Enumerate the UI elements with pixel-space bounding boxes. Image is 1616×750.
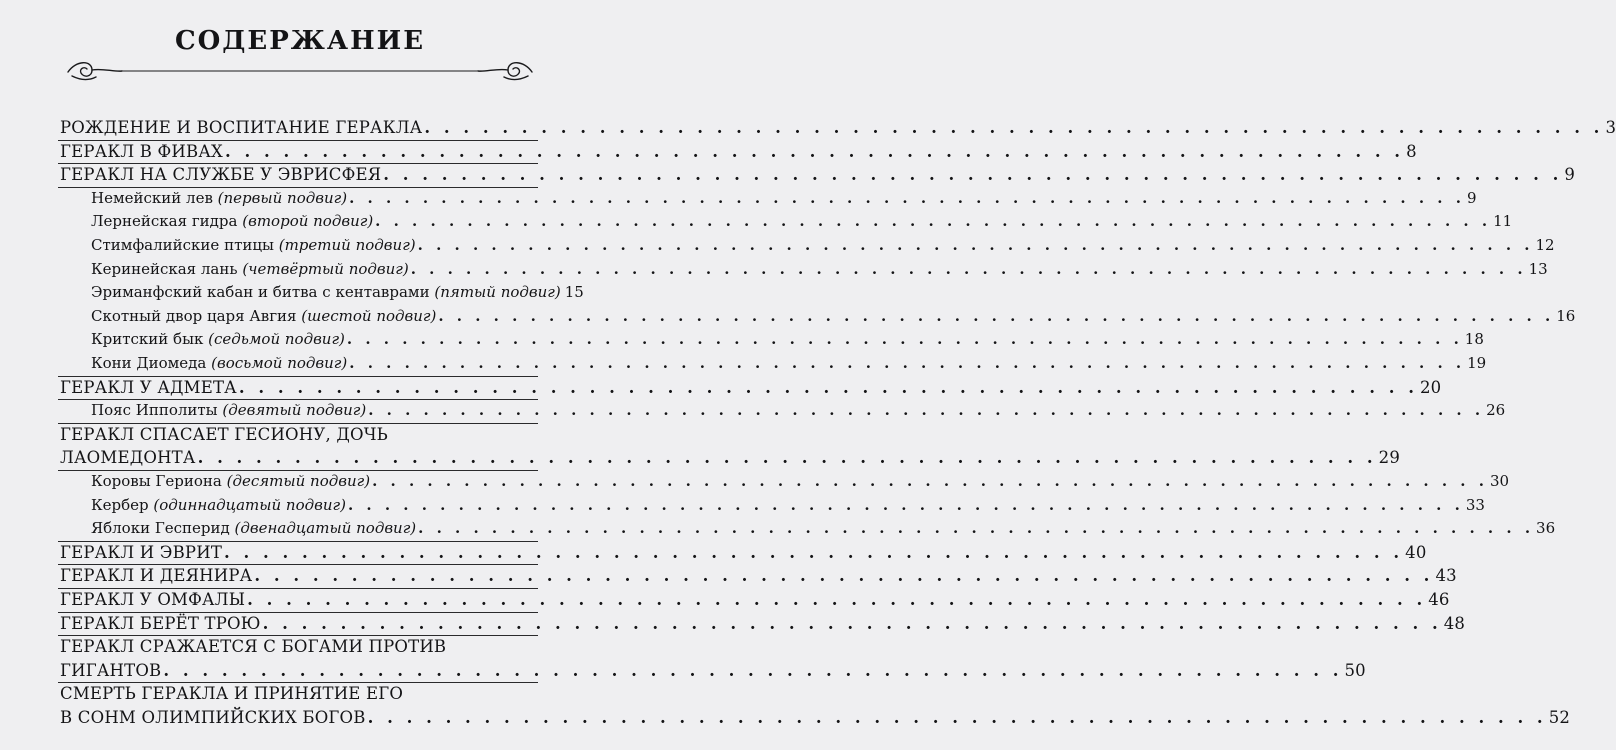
- toc-entry-title-text: РОЖДЕНИЕ И ВОСПИТАНИЕ ГЕРАКЛА: [60, 118, 423, 137]
- toc-entry-title: [60, 118, 422, 137]
- toc-entry-title-text: ГИГАНТОВ: [60, 660, 162, 680]
- toc-page-number: 48: [1443, 613, 1466, 633]
- toc-entry-note: (третий подвиг): [278, 236, 416, 254]
- toc-entry-title: [60, 543, 222, 562]
- toc-entry-title: [91, 307, 436, 325]
- toc-leader-dots: . . . . . . . . . . . . . . . . . . . . . . . . . . . . . . . . . . . . . . . . . . . . . . . . . . . . . . . . . . . . .: [424, 118, 1604, 137]
- toc-page-number: 30: [1489, 472, 1510, 490]
- toc-entry-title-text: Стимфалийские птицы: [91, 236, 274, 254]
- toc-entry-note: (четвёртый подвиг): [242, 259, 409, 278]
- toc-page-number: 18: [1464, 330, 1484, 349]
- divider-line: [58, 588, 538, 589]
- toc-entry-title: [91, 401, 366, 419]
- toc-entry-title-text: Лернейская гидра: [91, 212, 238, 231]
- toc-entry-title: [60, 142, 223, 161]
- divider-line: [58, 140, 538, 141]
- divider-line: [58, 682, 538, 683]
- toc-page-number: 11: [1493, 212, 1513, 231]
- toc-entry-title: [91, 260, 409, 278]
- toc-entry-title-text: ГЕРАКЛ У АДМЕТА: [60, 377, 237, 397]
- toc-entry-title: [91, 283, 561, 301]
- toc-entry-title-text: Яблоки Гесперид: [91, 519, 230, 538]
- toc-leader-dots: . . . . . . . . . . . . . . . . . . . . . . . . . . . . . . . . . . . . . . . . . . . . . . . . . . . . . . . . . . . . .: [368, 401, 1485, 420]
- toc-entry-title: [91, 189, 347, 207]
- toc-entry-title-text: Керинейская лань: [91, 259, 238, 278]
- toc-chapter: [60, 448, 1401, 468]
- toc-entry-title-text: ГЕРАКЛ НА СЛУЖБЕ У ЭВРИСФЕЯ: [60, 165, 382, 185]
- toc-entry-title-line: ГЕРАКЛ СРАЖАЕТСЯ С БОГАМИ ПРОТИВ: [60, 637, 447, 657]
- toc-entry-note: (шестой подвиг): [301, 306, 437, 325]
- toc-entry-title-text: Коровы Гериона: [91, 472, 222, 490]
- toc-leader-dots: . . . . . . . . . . . . . . . . . . . . . . . . . . . . . . . . . . . . . . . . . . . . . . . . . . . . . . . . . . . . .: [224, 141, 1405, 161]
- toc-leader-dots: . . . . . . . . . . . . . . . . . . . . . . . . . . . . . . . . . . . . . . . . . . . . . . . . . . . . . . . . . . . . .: [438, 306, 1555, 325]
- toc-entry-title-text: ГЕРАКЛ И ДЕЯНИРА: [60, 566, 253, 586]
- toc-entry-title: [60, 708, 366, 727]
- toc-page-number: 46: [1428, 590, 1450, 609]
- toc-leader-dots: . . . . . . . . . . . . . . . . . . . . . . . . . . . . . . . . . . . . . . . . . . . . . . . . . . . . . . . . . . . . .: [349, 354, 1466, 372]
- toc-page-number: 26: [1486, 401, 1506, 420]
- divider-line: [58, 163, 538, 164]
- toc-subchapter: [91, 259, 1548, 278]
- toc-entry-title: [91, 212, 373, 230]
- divider-line: [58, 423, 538, 424]
- toc-chapter: [60, 613, 1466, 633]
- toc-subchapter: [91, 283, 584, 302]
- toc-leader-dots: . . . . . . . . . . . . . . . . . . . . . . . . . . . . . . . . . . . . . . . . . . . . . . . . . . . . . . . . . . . . .: [224, 542, 1404, 562]
- toc-entry-title-line: ГЕРАКЛ СПАСАЕТ ГЕСИОНУ, ДОЧЬ: [60, 424, 389, 444]
- toc-entry-title: [91, 236, 416, 254]
- toc-entry-title-text: ГЕРАКЛ У ОМФАЛЫ: [60, 590, 246, 609]
- toc-subchapter: [91, 401, 1506, 420]
- toc-entry-title-text: В СОНМ ОЛИМПИЙСКИХ БОГОВ: [60, 708, 366, 727]
- divider-line: [58, 187, 538, 188]
- toc-page-number: 19: [1467, 354, 1487, 372]
- toc-entry-title: [60, 590, 245, 609]
- toc-subchapter: [91, 519, 1556, 538]
- toc-page-number: 43: [1435, 566, 1457, 586]
- toc-leader-dots: . . . . . . . . . . . . . . . . . . . . . . . . . . . . . . . . . . . . . . . . . . . . . . . . . . . . . . . . . . . . .: [346, 330, 1463, 349]
- toc-entry-note: (седьмой подвиг): [208, 330, 345, 349]
- toc-entry-title-text: Критский бык: [91, 330, 204, 349]
- toc-page-number: 9: [1466, 188, 1477, 207]
- toc-entry-title-text: Скотный двор царя Авгия: [91, 306, 297, 325]
- toc-leader-dots: . . . . . . . . . . . . . . . . . . . . . . . . . . . . . . . . . . . . . . . . . . . . . . . . . . . . . . . . . . . . .: [417, 236, 1534, 254]
- toc-page-number: 29: [1378, 448, 1401, 468]
- toc-leader-dots: . . . . . . . . . . . . . . . . . . . . . . . . . . . . . . . . . . . . . . . . . . . . . . . . . . . . . . . . . . . . .: [197, 448, 1377, 468]
- divider-line: [58, 635, 538, 636]
- divider-line: [58, 564, 538, 565]
- toc-entry-title-text: ГЕРАКЛ БЕРЁТ ТРОЮ: [60, 613, 261, 633]
- divider-line: [58, 399, 538, 400]
- toc-entry-title: [91, 354, 347, 372]
- toc-entry-title: [60, 661, 161, 680]
- toc-subchapter: [91, 306, 1576, 325]
- toc-entry-note: (девятый подвиг): [222, 401, 367, 420]
- toc-leader-dots: . . . . . . . . . . . . . . . . . . . . . . . . . . . . . . . . . . . . . . . . . . . . . . . . . . . . . . . . . . . . .: [247, 590, 1427, 609]
- toc-chapter: [60, 165, 1576, 185]
- toc-entry-title-text: ГЕРАКЛ В ФИВАХ: [60, 141, 223, 161]
- toc-entry-note: (восьмой подвиг): [211, 354, 348, 372]
- toc-leader-dots: . . . . . . . . . . . . . . . . . . . . . . . . . . . . . . . . . . . . . . . . . . . . . . . . . . . . . . . . . . . . .: [375, 212, 1492, 231]
- toc-subchapter: [91, 188, 1477, 207]
- toc-entry-title: [91, 472, 370, 490]
- toc-entry-note: (двенадцатый подвиг): [234, 519, 417, 538]
- toc-subchapter: [91, 236, 1555, 254]
- toc-entry-title: [60, 614, 261, 633]
- toc-entry-title-text: Кербер: [91, 495, 149, 514]
- toc-chapter: [60, 590, 1450, 609]
- toc-page-number: 52: [1548, 708, 1571, 727]
- toc-subchapter: [91, 354, 1487, 372]
- toc-entry-note: (десятый подвиг): [226, 472, 371, 490]
- toc-entry-title-text: Пояс Ипполиты: [91, 401, 218, 420]
- toc-page-number: 20: [1419, 377, 1442, 397]
- toc-entry-title: [60, 165, 381, 184]
- toc-chapter: [60, 118, 1616, 137]
- toc-page-number: 36: [1536, 519, 1556, 538]
- ornament-divider-icon: [62, 50, 538, 90]
- toc-page-number: 9: [1564, 165, 1576, 185]
- toc-leader-dots: . . . . . . . . . . . . . . . . . . . . . . . . . . . . . . . . . . . . . . . . . . . . . . . . . . . . . . . . . . . . .: [383, 165, 1563, 185]
- toc-leader-dots: . . . . . . . . . . . . . . . . . . . . . . . . . . . . . . . . . . . . . . . . . . . . . . . . . . . . . . . . . . . . .: [349, 188, 1465, 207]
- toc-page-number: 15: [564, 283, 584, 302]
- toc-leader-dots: . . . . . . . . . . . . . . . . . . . . . . . . . . . . . . . . . . . . . . . . . . . . . . . . . . . . . . . . . . . . .: [238, 377, 1418, 397]
- toc-leader-dots: . . . . . . . . . . . . . . . . . . . . . . . . . . . . . . . . . . . . . . . . . . . . . . . . . . . . . . . . . . . . .: [254, 566, 1434, 586]
- toc-chapter: [60, 141, 1417, 161]
- toc-entry-title-text: Кони Диомеда: [91, 354, 207, 372]
- toc-entry-note: (одиннадцатый подвиг): [153, 495, 346, 514]
- toc-page-number: 12: [1535, 236, 1555, 254]
- toc-entry-title: [91, 496, 346, 514]
- divider-line: [58, 612, 538, 613]
- divider-line: [58, 541, 538, 542]
- toc-entry-title: [60, 448, 196, 467]
- toc-entry-title-line: СМЕРТЬ ГЕРАКЛА И ПРИНЯТИЕ ЕГО: [60, 684, 404, 704]
- toc-subchapter: [91, 212, 1513, 231]
- toc-entry-title: [91, 330, 345, 348]
- toc-leader-dots: . . . . . . . . . . . . . . . . . . . . . . . . . . . . . . . . . . . . . . . . . . . . . . . . . . . . . . . . . . . . .: [367, 708, 1547, 727]
- toc-entry-title-text: Эриманфский кабан и битва с кентаврами: [91, 283, 430, 302]
- toc-page-number: 50: [1344, 660, 1366, 680]
- toc-chapter: [60, 708, 1571, 727]
- toc-chapter: [60, 566, 1457, 586]
- toc-page-number: 3: [1605, 118, 1616, 137]
- toc-entry-title-text: Немейский лев: [91, 188, 213, 207]
- toc-leader-dots: . . . . . . . . . . . . . . . . . . . . . . . . . . . . . . . . . . . . . . . . . . . . . . . . . . . . . . . . . . . . .: [262, 613, 1442, 633]
- toc-subchapter: [91, 472, 1510, 490]
- toc-leader-dots: . . . . . . . . . . . . . . . . . . . . . . . . . . . . . . . . . . . . . . . . . . . . . . . . . . . . . . . . . . . . .: [347, 495, 1464, 514]
- toc-entry-note: (второй подвиг): [242, 212, 374, 231]
- toc-leader-dots: . . . . . . . . . . . . . . . . . . . . . . . . . . . . . . . . . . . . . . . . . . . . . . . . . . . . . . . . . . . . .: [163, 660, 1343, 680]
- toc-entry-note: (пятый подвиг): [434, 283, 561, 302]
- toc-entry-title: [60, 566, 252, 585]
- toc-entry-title: [60, 378, 237, 397]
- toc-page-number: 40: [1405, 542, 1427, 562]
- toc-chapter: [60, 660, 1366, 680]
- divider-line: [58, 470, 538, 471]
- toc-subchapter: [91, 330, 1484, 349]
- toc-chapter: [60, 377, 1442, 397]
- toc-page-number: 33: [1465, 495, 1485, 514]
- toc-leader-dots: . . . . . . . . . . . . . . . . . . . . . . . . . . . . . . . . . . . . . . . . . . . . . . . . . . . . . . . . . . . . .: [372, 472, 1488, 490]
- toc-entry-title-text: ЛАОМЕДОНТА: [60, 448, 196, 468]
- toc-chapter: [60, 542, 1427, 562]
- toc-entry-title-text: ГЕРАКЛ И ЭВРИТ: [60, 542, 223, 562]
- toc-page-number: 8: [1406, 141, 1417, 161]
- divider-line: [58, 376, 538, 377]
- toc-page-number: 13: [1528, 259, 1548, 278]
- toc-subchapter: [91, 495, 1485, 514]
- toc-entry-note: (первый подвиг): [217, 188, 348, 207]
- page-title: СОДЕРЖАНИЕ: [174, 26, 426, 56]
- toc-leader-dots: . . . . . . . . . . . . . . . . . . . . . . . . . . . . . . . . . . . . . . . . . . . . . . . . . . . . . . . . . . . . .: [418, 519, 1535, 538]
- toc-entry-title: [91, 519, 416, 537]
- toc-leader-dots: . . . . . . . . . . . . . . . . . . . . . . . . . . . . . . . . . . . . . . . . . . . . . . . . . . . . . . . . . . . . .: [410, 259, 1527, 278]
- toc-page-number: 16: [1556, 306, 1576, 325]
